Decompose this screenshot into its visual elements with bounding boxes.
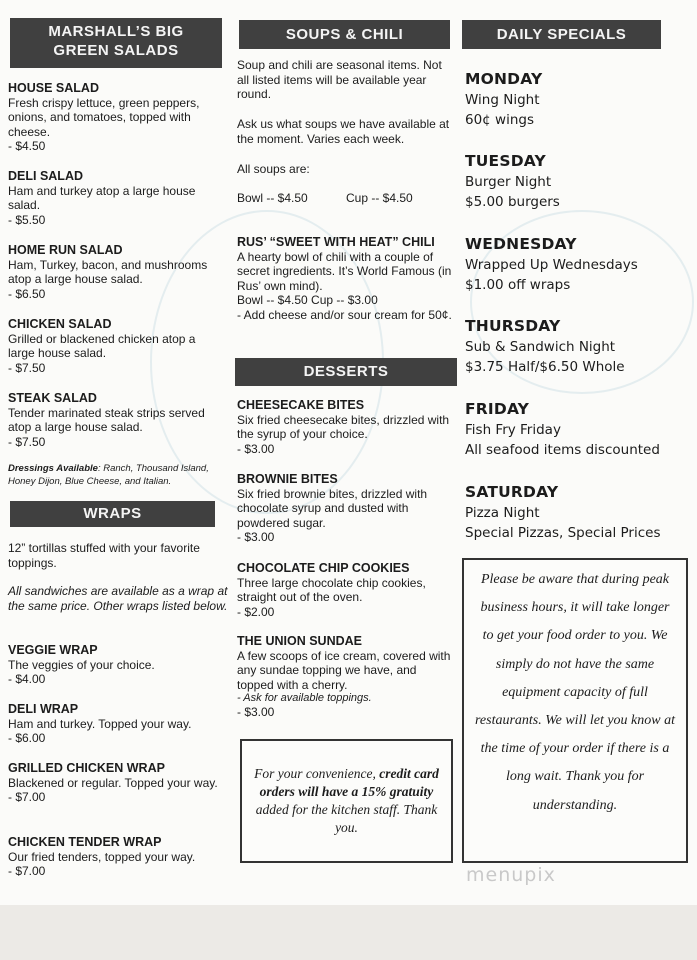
- salads-header: [10, 18, 222, 68]
- item-price: - $7.00: [8, 790, 46, 805]
- menu-item-chocolate-chip-cookies: [237, 561, 453, 619]
- item-price: - $7.00: [8, 864, 46, 879]
- special-day: TUESDAY: [465, 152, 546, 170]
- special-deal: All seafood items discounted: [465, 442, 660, 458]
- special-thursday: [465, 315, 625, 377]
- wait-time-notice: Please be aware that during peak business hours, it will take longer to get your food order to you. We simply do not have the same equipment capacity of full restaurants. We will let you know at the time of your order if there is a long wait. Thank you for understanding.: [462, 558, 688, 863]
- dressings-note: [8, 462, 228, 488]
- credit-note-bold: credit card orders will have a 15% gratuity: [259, 766, 439, 799]
- item-desc: Ham and turkey. Topped your way.: [8, 716, 192, 731]
- dressings-label: Dressings Available: [8, 463, 98, 474]
- menu-item-cheesecake-bites: [237, 398, 453, 456]
- desserts-header: DESSERTS: [235, 358, 457, 386]
- specials-header: DAILY SPECIALS: [462, 20, 661, 49]
- special-deal: $1.00 off wraps: [465, 277, 571, 293]
- menu-item-home-run-salad: [8, 243, 230, 301]
- special-deal: 60¢ wings: [465, 112, 535, 128]
- item-price: - $4.50: [8, 139, 46, 154]
- item-desc: Fresh crispy lettuce, green peppers, onions, and tomatoes, topped with cheese.: [8, 95, 200, 139]
- special-name: Wing Night: [465, 92, 540, 108]
- item-name: HOUSE SALAD: [8, 81, 99, 95]
- special-wednesday: [465, 233, 638, 295]
- item-name: THE UNION SUNDAE: [237, 634, 363, 648]
- menu-item-brownie-bites: [237, 472, 453, 545]
- item-name: CHOCOLATE CHIP COOKIES: [237, 561, 410, 575]
- special-monday: [465, 68, 542, 130]
- item-desc: Grilled or blackened chicken atop a large house salad.: [8, 331, 196, 361]
- item-price: - $3.00: [237, 705, 275, 720]
- special-day: SATURDAY: [465, 483, 559, 501]
- special-saturday: [465, 481, 661, 543]
- item-name: CHICKEN TENDER WRAP: [8, 835, 162, 849]
- wraps-header: WRAPS: [10, 501, 215, 527]
- special-deal: Special Pizzas, Special Prices: [465, 525, 661, 541]
- special-name: Fish Fry Friday: [465, 422, 561, 438]
- menu-item-house-salad: [8, 81, 224, 154]
- menupix-watermark: menupix: [466, 864, 556, 886]
- item-price: - $3.00: [237, 441, 275, 456]
- item-desc: Six fried cheesecake bites, drizzled with the syrup of your choice.: [237, 412, 450, 442]
- menu-item-chicken-salad: [8, 317, 222, 375]
- item-addon: - Add cheese and/or sour cream for 50¢.: [237, 307, 452, 322]
- special-day: FRIDAY: [465, 400, 530, 418]
- item-name: DELI WRAP: [8, 702, 79, 716]
- soups-ask: Ask us what soups we have available at the moment. Varies each week.: [237, 117, 450, 146]
- menu-item-chili: [237, 235, 457, 323]
- menu-item-deli-salad: [8, 169, 222, 227]
- wraps-intro: 12” tortillas stuffed with your favorite toppings.: [8, 541, 200, 570]
- salads-header-line2: GREEN SALADS: [53, 42, 179, 59]
- item-price: - $6.00: [8, 731, 46, 746]
- scan-margin: [0, 905, 697, 960]
- special-name: Wrapped Up Wednesdays: [465, 257, 638, 273]
- menu-item-steak-salad: [8, 391, 226, 449]
- menu-item-veggie-wrap: [8, 643, 222, 687]
- soups-bowl-price: Bowl -- $4.50: [237, 191, 308, 205]
- menu-item-deli-wrap: [8, 702, 222, 746]
- item-price: - $7.50: [8, 360, 46, 375]
- item-desc: The veggies of your choice.: [8, 657, 155, 672]
- item-desc: A hearty bowl of chili with a couple of secret ingredients. It’s World Famous (in Rus’ own mind).: [237, 249, 452, 293]
- item-desc: Tender marinated steak strips served atop a large house salad.: [8, 405, 205, 435]
- item-price: - $6.50: [8, 286, 46, 301]
- salads-header-line1: MARSHALL’S BIG: [48, 23, 184, 40]
- item-desc: Ham, Turkey, bacon, and mushrooms atop a large house salad.: [8, 257, 208, 287]
- credit-note-part1: For your convenience,: [254, 766, 380, 781]
- special-deal: $3.75 Half/$6.50 Whole: [465, 359, 625, 375]
- special-day: THURSDAY: [465, 317, 561, 335]
- item-name: DELI SALAD: [8, 169, 83, 183]
- credit-note-part2: added for the kitchen staff. Thank you.: [255, 802, 438, 835]
- item-desc: Our fried tenders, topped your way.: [8, 849, 196, 864]
- special-day: WEDNESDAY: [465, 235, 577, 253]
- item-desc: Six fried brownie bites, drizzled with chocolate syrup and dusted with powdered sugar.: [237, 486, 428, 530]
- special-friday: [465, 398, 660, 460]
- special-name: Pizza Night: [465, 505, 540, 521]
- item-price: - $5.50: [8, 212, 46, 227]
- item-desc: Three large chocolate chip cookies, straight out of the oven.: [237, 575, 426, 605]
- special-day: MONDAY: [465, 70, 543, 88]
- special-tuesday: [465, 150, 560, 212]
- soups-header: SOUPS & CHILI: [239, 20, 450, 49]
- item-name: CHEESECAKE BITES: [237, 398, 365, 412]
- item-desc: Blackened or regular. Topped your way.: [8, 775, 218, 790]
- dressings-text: : Ranch, Thousand Island, Honey Dijon, Blue Cheese, and Italian.: [8, 463, 209, 487]
- item-name: GRILLED CHICKEN WRAP: [8, 761, 165, 775]
- menu-item-union-sundae: [237, 634, 453, 720]
- soups-cup-price: Cup -- $4.50: [346, 191, 413, 205]
- item-note: - Ask for available toppings.: [237, 692, 372, 705]
- item-price: - $3.00: [237, 530, 275, 545]
- wraps-note: All sandwiches are available as a wrap at the same price. Other wraps listed below.: [8, 584, 228, 613]
- menu-item-chicken-tender-wrap: [8, 835, 226, 879]
- special-name: Burger Night: [465, 174, 552, 190]
- special-name: Sub & Sandwich Night: [465, 339, 616, 355]
- item-name: VEGGIE WRAP: [8, 643, 98, 657]
- soups-all-label: All soups are:: [237, 162, 310, 176]
- soups-intro: Soup and chili are seasonal items. Not all listed items will be available year round.: [237, 58, 442, 102]
- item-name: HOME RUN SALAD: [8, 243, 123, 257]
- credit-card-notice: [240, 739, 453, 863]
- menu-item-grilled-chicken-wrap: [8, 761, 222, 805]
- item-price: - $4.00: [8, 672, 46, 687]
- item-desc: Ham and turkey atop a large house salad.: [8, 183, 196, 213]
- item-name: CHICKEN SALAD: [8, 317, 112, 331]
- item-name: STEAK SALAD: [8, 391, 97, 405]
- item-desc: A few scoops of ice cream, covered with any sundae topping we have, and topped with a cherry.: [237, 648, 451, 692]
- item-price: - $7.50: [8, 434, 46, 449]
- item-name: RUS’ “SWEET WITH HEAT” CHILI: [237, 235, 435, 249]
- item-price: - $2.00: [237, 604, 275, 619]
- item-price: Bowl -- $4.50 Cup -- $3.00: [237, 293, 378, 308]
- item-name: BROWNIE BITES: [237, 472, 338, 486]
- special-deal: $5.00 burgers: [465, 194, 560, 210]
